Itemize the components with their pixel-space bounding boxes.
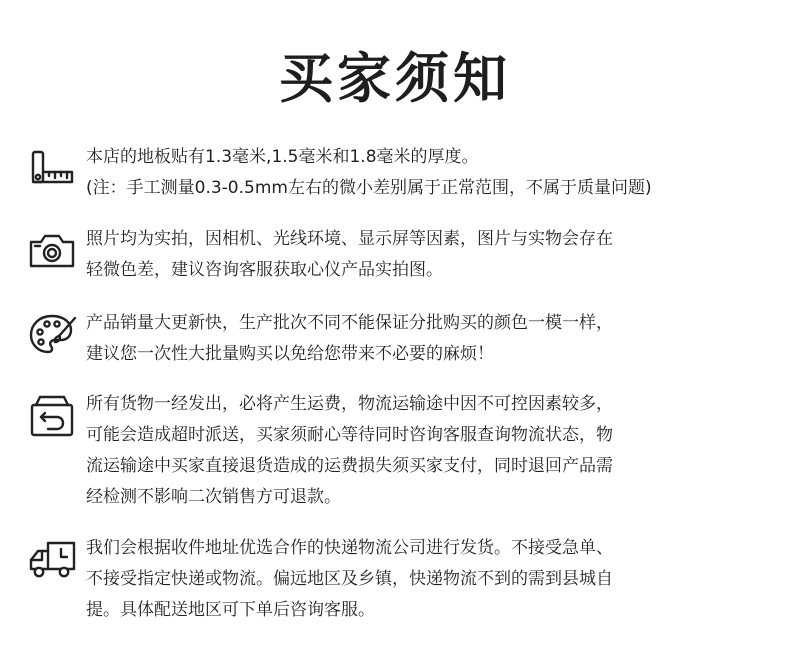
notice-line: 建议您一次性大批量购买以免给您带来不必要的麻烦！ <box>86 344 494 364</box>
notice-line: 产品销量大更新快，生产批次不同不能保证分批购买的颜色一模一样， <box>86 313 613 333</box>
notice-line: 照片均为实拍，因相机、光线环境、显示屏等因素，图片与实物会存在 <box>86 229 613 249</box>
notice-line: 本店的地板贴有1.3毫米,1.5毫米和1.8毫米的厚度。 <box>86 147 479 167</box>
notice-line: 经检测不影响二次销售方可退款。 <box>86 487 341 507</box>
notice-line: 提。具体配送地区可下单后咨询客服。 <box>86 600 375 620</box>
notice-line: 流运输途中买家直接退货造成的运费损失须买家支付，同时退回产品需 <box>86 456 613 476</box>
delivery-truck-icon <box>26 533 78 585</box>
notice-line: (注：手工测量0.3-0.5mm左右的微小差别属于正常范围，不属于质量问题) <box>86 178 652 198</box>
ruler-roll-icon <box>26 142 78 194</box>
page-title: 买家须知 <box>279 47 511 110</box>
notice-line: 我们会根据收件地址优选合作的快递物流公司进行发货。不接受急单、 <box>86 538 613 558</box>
notice-line: 可能会造成超时派送，买家须耐心等待同时咨询客服查询物流状态，物 <box>86 425 613 445</box>
notice-line: 所有货物一经发出，必将产生运费，物流运输途中因不可控因素较多， <box>86 394 613 414</box>
notice-line: 轻微色差，建议咨询客服获取心仪产品实拍图。 <box>86 260 443 280</box>
return-box-icon <box>26 389 78 441</box>
camera-icon <box>26 224 78 276</box>
palette-icon <box>26 308 78 360</box>
notice-line: 不接受指定快递或物流。偏远地区及乡镇，快递物流不到的需到县城自 <box>86 569 613 589</box>
